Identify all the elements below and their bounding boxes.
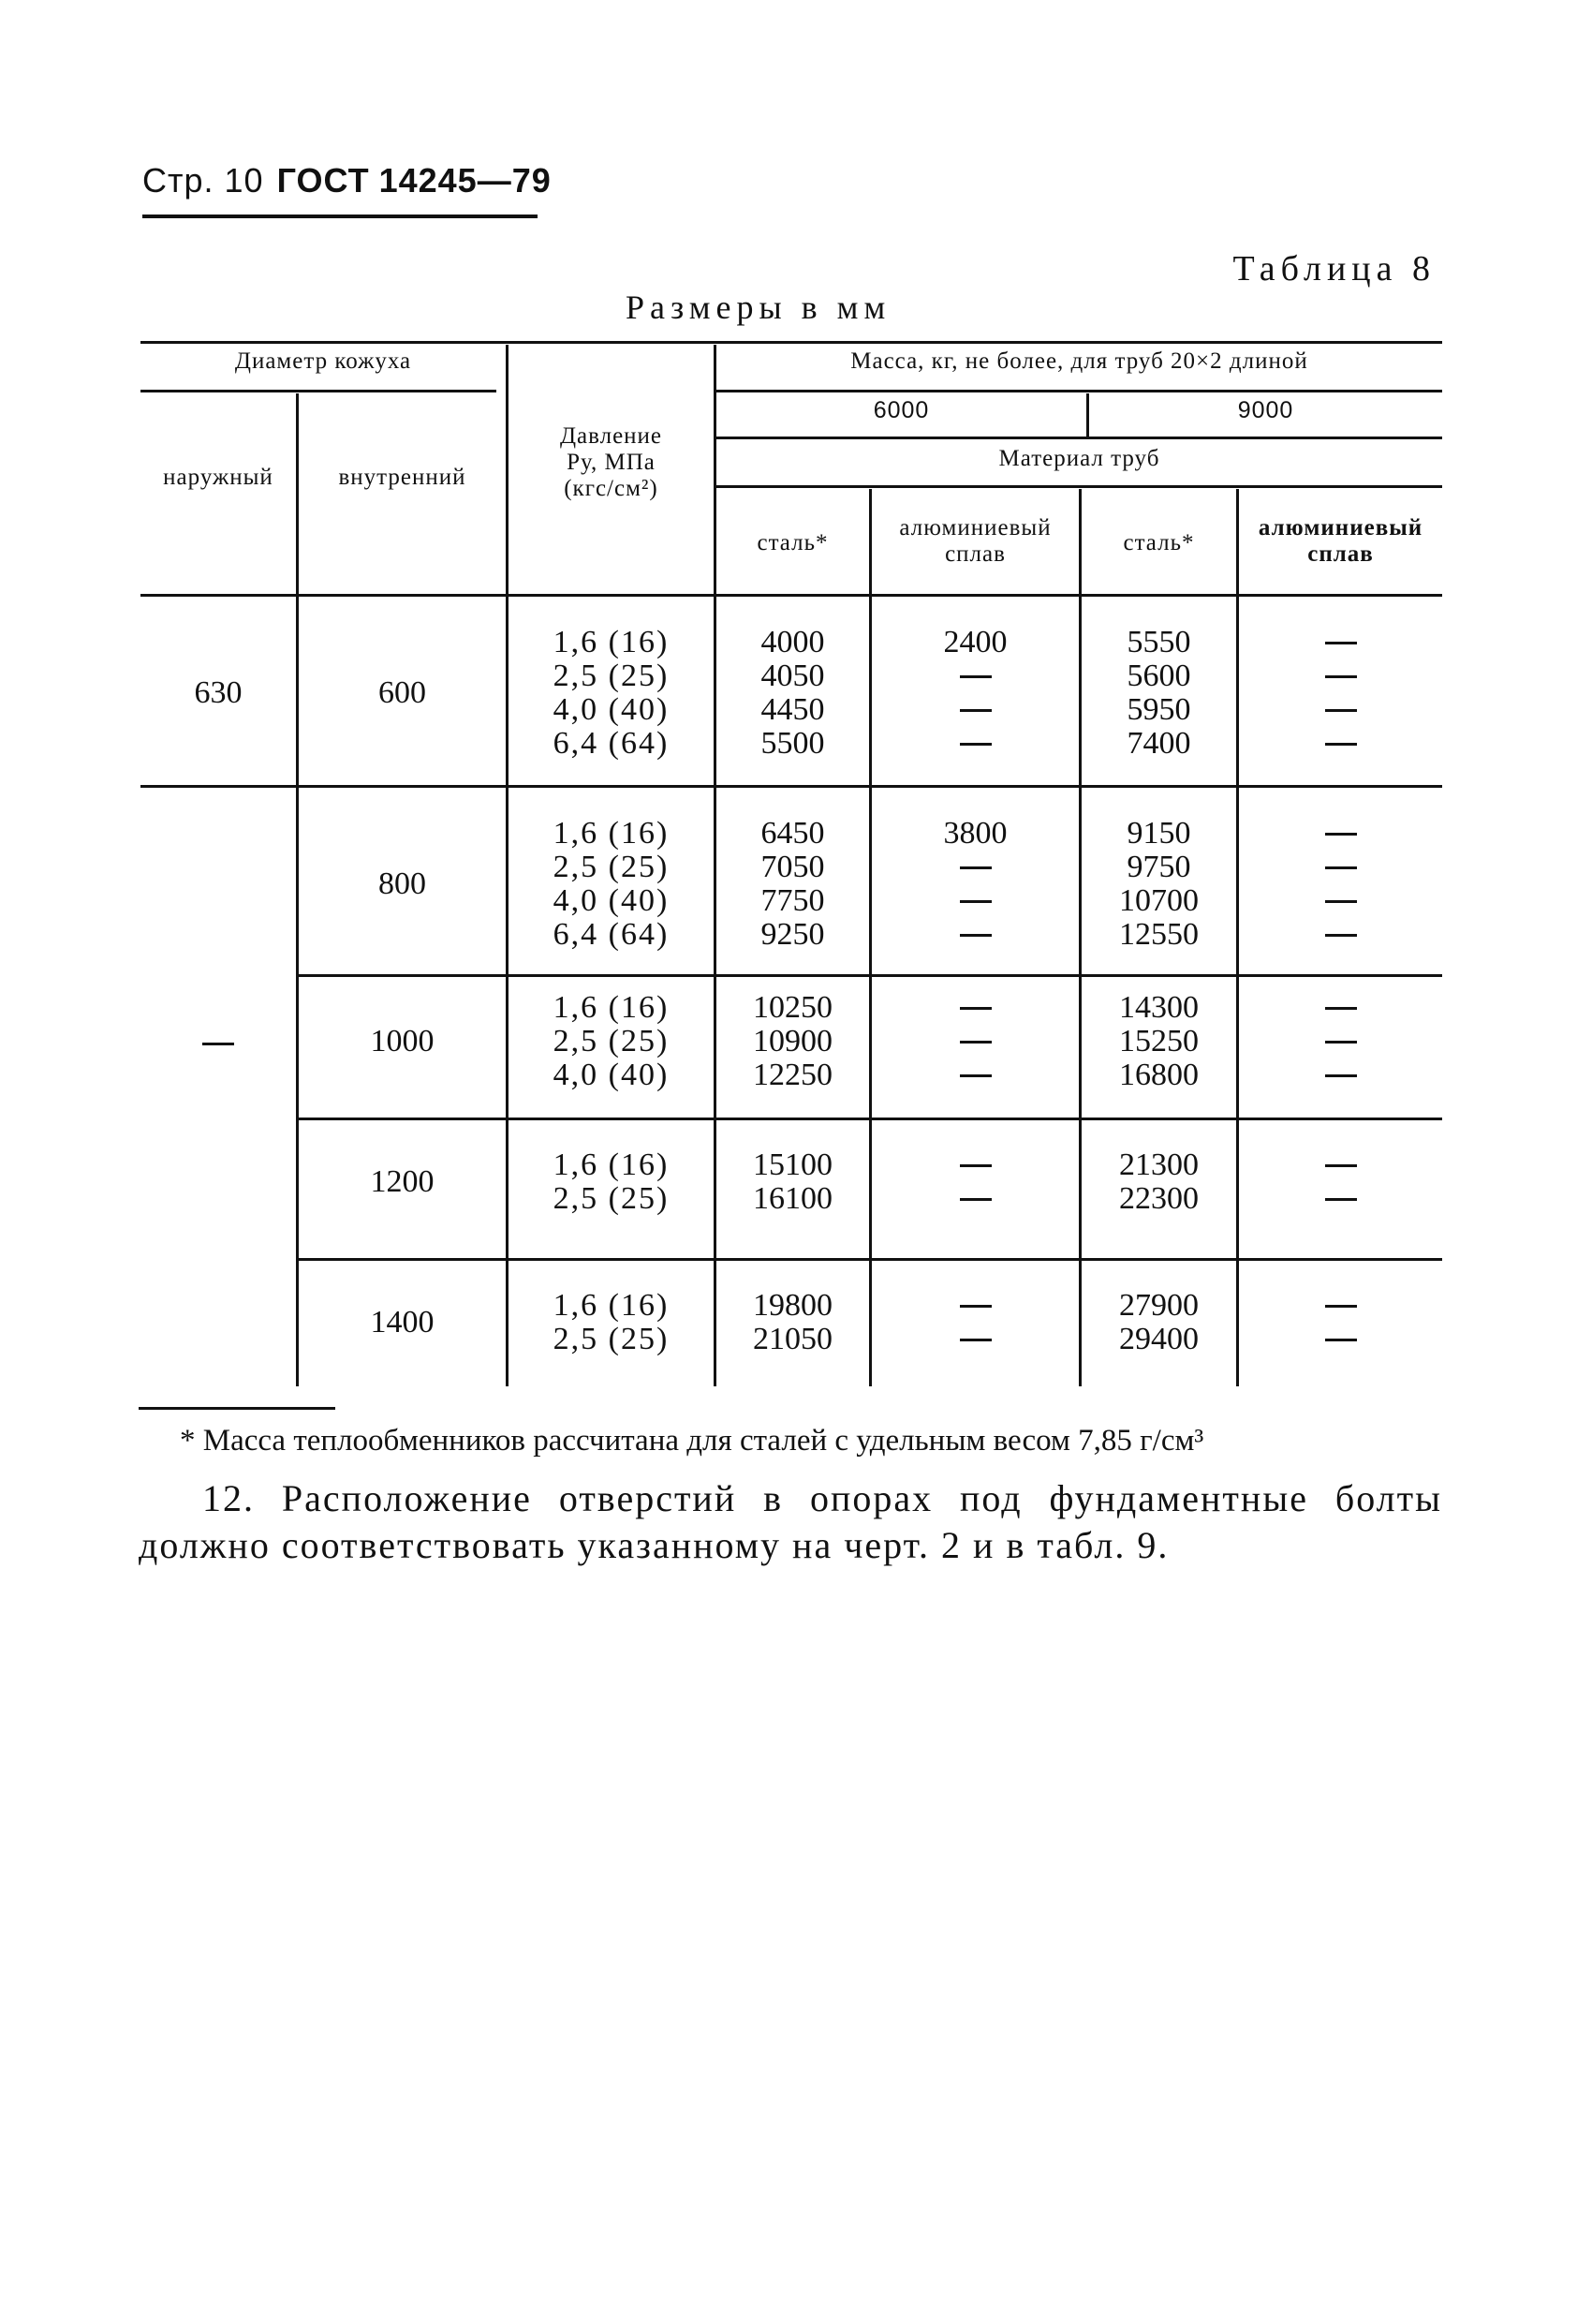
standard-name: ГОСТ bbox=[276, 161, 370, 200]
standard-number: 14245—79 bbox=[378, 161, 552, 200]
header-mass: Масса, кг, не более, для труб 20×2 длиной bbox=[850, 348, 1308, 374]
alu-9000-value bbox=[1239, 851, 1442, 884]
footnote: * Масса теплообменников рассчитана для сталей с удельным весом 7,85 г/см³ bbox=[180, 1424, 1204, 1458]
header-outer: наружный bbox=[163, 465, 273, 490]
alu-9000-value bbox=[1239, 991, 1442, 1025]
footnote-rule bbox=[139, 1407, 335, 1410]
pressure-value: 2,5 (25) bbox=[553, 1024, 670, 1058]
alu-6000-value bbox=[872, 1323, 1079, 1356]
steel-6000-value: 7050 bbox=[760, 850, 825, 884]
dash-mark bbox=[1325, 866, 1357, 869]
header-pressure-line2: Pу, МПа bbox=[567, 450, 656, 475]
steel-9000-value: 5600 bbox=[1127, 659, 1191, 693]
cell-steel-9000 bbox=[1082, 626, 1236, 761]
steel-9000-value: 9150 bbox=[1127, 816, 1191, 851]
dash-mark bbox=[202, 1043, 234, 1045]
alu-9000-value bbox=[1239, 693, 1442, 727]
length-header-rule bbox=[715, 437, 1442, 439]
alu-6000-value bbox=[872, 727, 1079, 761]
alu-9000-value bbox=[1239, 1025, 1442, 1058]
alu-6000-value bbox=[872, 1182, 1079, 1216]
cell-steel-6000 bbox=[716, 991, 869, 1092]
cell-alu-6000 bbox=[872, 817, 1079, 952]
steel-9000-value: 22300 bbox=[1119, 1181, 1199, 1216]
pressure-value: 1,6 (16) bbox=[553, 1147, 670, 1182]
dash-mark bbox=[960, 1164, 992, 1167]
header-shell-diameter: Диаметр кожуха bbox=[234, 348, 412, 374]
paragraph-12: 12. Расположение отверстий в опорах под фундаментные болты должно соответствовать указанному на черт. 2 и в табл. 9. bbox=[139, 1477, 1442, 1566]
steel-6000-value: 5500 bbox=[760, 726, 825, 761]
cell-inner-diameter: 600 bbox=[378, 675, 426, 710]
table-label: Таблица 8 bbox=[1232, 249, 1436, 289]
steel-9000-value: 14300 bbox=[1119, 990, 1199, 1025]
dash-mark bbox=[1325, 900, 1357, 903]
header-pressure-line1: Давление bbox=[559, 423, 663, 449]
page-header bbox=[142, 161, 552, 200]
steel-9000-value: 9750 bbox=[1127, 850, 1191, 884]
cell-steel-9000 bbox=[1082, 817, 1236, 952]
pressure-value: 6,4 (64) bbox=[553, 726, 670, 761]
steel-6000-value: 12250 bbox=[753, 1058, 833, 1092]
cell-pressure bbox=[509, 626, 714, 761]
alu-9000-value bbox=[1239, 817, 1442, 851]
header-steel-6000: сталь* bbox=[757, 530, 829, 555]
cell-inner-diameter: 1400 bbox=[370, 1305, 435, 1340]
alu-6000-value bbox=[872, 991, 1079, 1025]
dash-mark bbox=[960, 709, 992, 712]
material-header-rule bbox=[715, 485, 1442, 488]
pressure-value: 1,6 (16) bbox=[553, 990, 670, 1025]
cell-steel-9000 bbox=[1082, 991, 1236, 1092]
dash-mark bbox=[960, 866, 992, 869]
steel-6000-value: 10250 bbox=[753, 990, 833, 1025]
pressure-value: 6,4 (64) bbox=[553, 917, 670, 952]
cell-alu-9000 bbox=[1239, 626, 1442, 761]
alu-9000-value bbox=[1239, 1182, 1442, 1216]
steel-6000-value: 6450 bbox=[760, 816, 825, 851]
cell-pressure bbox=[509, 1289, 714, 1356]
cell-alu-6000 bbox=[872, 1289, 1079, 1356]
dash-mark bbox=[1325, 833, 1357, 836]
steel-9000-value: 5950 bbox=[1127, 692, 1191, 727]
pressure-value: 1,6 (16) bbox=[553, 625, 670, 659]
alu-9000-value bbox=[1239, 918, 1442, 952]
alu-9000-value bbox=[1239, 884, 1442, 918]
steel-6000-value: 7750 bbox=[760, 883, 825, 918]
pressure-value: 4,0 (40) bbox=[553, 1058, 670, 1092]
steel-9000-value: 5550 bbox=[1127, 625, 1191, 659]
cell-steel-6000 bbox=[716, 626, 869, 761]
header-alu-9000 bbox=[1239, 515, 1442, 568]
steel-9000-value: 15250 bbox=[1119, 1024, 1199, 1058]
steel-9000-value: 10700 bbox=[1119, 883, 1199, 918]
cell-steel-6000 bbox=[716, 1289, 869, 1356]
cell-inner-diameter: 1000 bbox=[370, 1024, 435, 1058]
steel-9000-value: 12550 bbox=[1119, 917, 1199, 952]
header-steel-9000: сталь* bbox=[1123, 530, 1195, 555]
dash-mark bbox=[1325, 1198, 1357, 1201]
steel-6000-value: 16100 bbox=[753, 1181, 833, 1216]
dash-mark bbox=[1325, 709, 1357, 712]
cell-alu-9000 bbox=[1239, 1148, 1442, 1216]
alu-9000-value bbox=[1239, 626, 1442, 659]
header-pressure bbox=[509, 423, 714, 502]
dash-mark bbox=[1325, 1041, 1357, 1044]
header-pressure-line3: (кгс/см²) bbox=[564, 476, 658, 501]
header-alu-9000-line1: алюминиевый bbox=[1258, 515, 1423, 540]
alu-6000-value: 2400 bbox=[943, 625, 1008, 659]
alu-6000-value bbox=[872, 1289, 1079, 1323]
pressure-value: 2,5 (25) bbox=[553, 850, 670, 884]
alu-6000-value bbox=[872, 659, 1079, 693]
cell-steel-9000 bbox=[1082, 1289, 1236, 1356]
cell-alu-6000 bbox=[872, 1148, 1079, 1216]
cell-alu-9000 bbox=[1239, 991, 1442, 1092]
steel-6000-value: 4000 bbox=[760, 625, 825, 659]
steel-6000-value: 9250 bbox=[760, 917, 825, 952]
dash-mark bbox=[960, 1074, 992, 1077]
dash-mark bbox=[960, 1339, 992, 1341]
alu-9000-value bbox=[1239, 1148, 1442, 1182]
header-alu-6000 bbox=[872, 515, 1079, 568]
diameter-header-rule bbox=[140, 390, 496, 392]
steel-6000-value: 21050 bbox=[753, 1322, 833, 1356]
cell-steel-6000 bbox=[716, 1148, 869, 1216]
cell-pressure bbox=[509, 991, 714, 1092]
cell-alu-6000 bbox=[872, 626, 1079, 761]
dash-mark bbox=[960, 1305, 992, 1308]
units-label: Размеры в мм bbox=[626, 289, 892, 326]
steel-9000-value: 7400 bbox=[1127, 726, 1191, 761]
pressure-value: 1,6 (16) bbox=[553, 816, 670, 851]
alu-6000-value: 3800 bbox=[943, 816, 1008, 851]
cell-outer-diameter bbox=[140, 1025, 296, 1058]
table-top-rule bbox=[140, 341, 1442, 344]
steel-9000-value: 29400 bbox=[1119, 1322, 1199, 1356]
steel-9000-value: 21300 bbox=[1119, 1147, 1199, 1182]
dash-mark bbox=[1325, 1164, 1357, 1167]
steel-6000-value: 19800 bbox=[753, 1288, 833, 1323]
alu-6000-value bbox=[872, 918, 1079, 952]
steel-9000-value: 16800 bbox=[1119, 1058, 1199, 1092]
alu-9000-value bbox=[1239, 1289, 1442, 1323]
alu-9000-value bbox=[1239, 659, 1442, 693]
pressure-value: 4,0 (40) bbox=[553, 883, 670, 918]
pressure-value: 4,0 (40) bbox=[553, 692, 670, 727]
alu-9000-value bbox=[1239, 1323, 1442, 1356]
header-alu-9000-line2: сплав bbox=[1307, 541, 1374, 567]
header-underline bbox=[142, 215, 538, 218]
steel-6000-value: 10900 bbox=[753, 1024, 833, 1058]
alu-9000-value bbox=[1239, 1058, 1442, 1092]
cell-pressure bbox=[509, 817, 714, 952]
dash-mark bbox=[960, 1007, 992, 1010]
dash-mark bbox=[960, 934, 992, 937]
cell-alu-9000 bbox=[1239, 817, 1442, 952]
dash-mark bbox=[1325, 743, 1357, 746]
header-length-6000: 6000 bbox=[873, 397, 930, 423]
header-bottom-rule bbox=[140, 594, 1442, 597]
header-alu-6000-line2: сплав bbox=[945, 541, 1006, 567]
dash-mark bbox=[1325, 1339, 1357, 1341]
dash-mark bbox=[960, 1198, 992, 1201]
alu-6000-value bbox=[872, 851, 1079, 884]
page-number: Стр. 10 bbox=[142, 161, 264, 200]
cell-pressure bbox=[509, 1148, 714, 1216]
dash-mark bbox=[1325, 642, 1357, 644]
alu-6000-value bbox=[872, 1148, 1079, 1182]
cell-inner-diameter: 1200 bbox=[370, 1164, 435, 1199]
dash-mark bbox=[1325, 675, 1357, 678]
pressure-value: 1,6 (16) bbox=[553, 1288, 670, 1323]
mass-header-rule bbox=[715, 390, 1442, 392]
pressure-value: 2,5 (25) bbox=[553, 1322, 670, 1356]
dash-mark bbox=[1325, 934, 1357, 937]
pressure-value: 2,5 (25) bbox=[553, 659, 670, 693]
steel-6000-value: 15100 bbox=[753, 1147, 833, 1182]
cell-steel-6000 bbox=[716, 817, 869, 952]
dash-mark bbox=[1325, 1305, 1357, 1308]
header-length-9000: 9000 bbox=[1237, 397, 1294, 423]
header-alu-6000-line1: алюминиевый bbox=[899, 515, 1052, 540]
alu-9000-value bbox=[1239, 727, 1442, 761]
dash-mark bbox=[960, 743, 992, 746]
dash-mark bbox=[960, 900, 992, 903]
cell-alu-9000 bbox=[1239, 1289, 1442, 1356]
dash-mark bbox=[960, 1041, 992, 1044]
steel-6000-value: 4450 bbox=[760, 692, 825, 727]
steel-6000-value: 4050 bbox=[760, 659, 825, 693]
cell-alu-6000 bbox=[872, 991, 1079, 1092]
alu-6000-value bbox=[872, 693, 1079, 727]
steel-9000-value: 27900 bbox=[1119, 1288, 1199, 1323]
cell-steel-9000 bbox=[1082, 1148, 1236, 1216]
header-inner: внутренний bbox=[338, 465, 466, 490]
dash-mark bbox=[1325, 1007, 1357, 1010]
dash-mark bbox=[960, 675, 992, 678]
header-material: Материал труб bbox=[998, 446, 1160, 471]
alu-6000-value bbox=[872, 1025, 1079, 1058]
pressure-value: 2,5 (25) bbox=[553, 1181, 670, 1216]
alu-6000-value bbox=[872, 884, 1079, 918]
row-rule-1 bbox=[140, 785, 1442, 788]
cell-inner-diameter: 800 bbox=[378, 866, 426, 901]
dash-mark bbox=[1325, 1074, 1357, 1077]
cell-outer-diameter: 630 bbox=[194, 675, 243, 710]
alu-6000-value bbox=[872, 1058, 1079, 1092]
